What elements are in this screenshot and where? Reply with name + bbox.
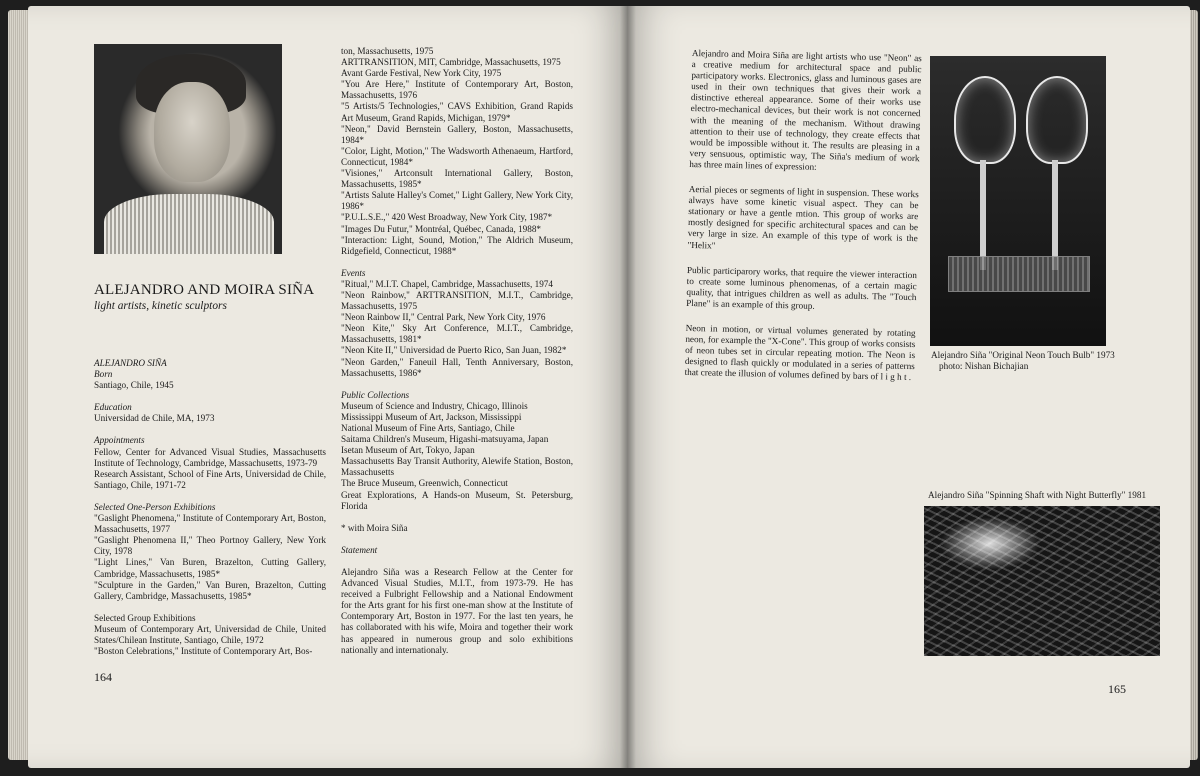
entry-line: "Neon Kite," Sky Art Conference, M.I.T., Cambridge, Massachusetts, 1981* [341,323,573,345]
statement-text [685,48,922,384]
statement-paragraph: Neon in motion, or virtual volumes generated by rotating neon, for example the "X-Cone". This group of works consists of neon tubes set in circular repeating motion. The Neon is designed to flash quickly or modulated in a series of patterns that create the illusion of volumes defined by bars of l i g h t . [684,322,916,383]
spacer [341,556,573,567]
biography-column-1 [94,358,326,657]
entry-line: Santiago, Chile, 1945 [94,380,174,391]
spacer [341,534,573,545]
entry-line: Saitama Children's Museum, Higashi-matsuyama, Japan [341,434,549,445]
entry-line: National Museum of Fine Arts, Santiago, Chile [341,423,515,433]
entry-line: "Artists Salute Halley's Comet," Light Gallery, New York City, 1986* [341,190,573,212]
entry-line: "5 Artists/5 Technologies," CAVS Exhibition, Grand Rapids Art Museum, Grand Rapids, Michigan, 1979* [341,101,573,123]
entry-line: "Boston Celebrations," Institute of Contemporary Art, Bos- [94,646,313,657]
bulb-stand-right [1052,160,1058,270]
entry-line: The Bruce Museum, Greenwich, Connecticut [341,478,508,489]
photo-caption-1 [931,350,1131,372]
statement-paragraph: Aerial pieces or segments of light in suspension. These works always have some kinetic visual aspect. They can be stationary or have a gentle mtion. This group of works are mostly designed for specific architectural spaces and can be very large in size. An example of this type of work is the "Helix" [687,183,919,251]
entry-line: "Neon Rainbow," ARTTRANSITION, M.I.T., Cambridge, Massachusetts, 1975 [341,289,573,312]
entry-line: "You Are Here," Institute of Contemporary Art, Boston, Massachusetts, 1976 [341,79,573,101]
section-heading: Statement [341,544,378,555]
entry-line: "Gaslight Phenomena II," Theo Portnoy Gallery, New York City, 1978 [94,535,326,557]
entry-line: "Sculpture in the Garden," Van Buren, Brazelton, Cutting Gallery, Cambridge, Massachusetts, 1985* [94,579,326,601]
entry-line: Fellow, Center for Advanced Visual Studies, Massachusetts Institute of Technology, Cambridge, Massachusetts, 1973-79 [94,446,326,468]
photo-caption-2: Alejandro Siña "Spinning Shaft with Night Butterfly" 1981 [928,490,1147,500]
section-heading: Appointments [94,435,145,446]
spinning-shaft-photo [924,506,1160,656]
glass-bulb-left [954,76,1016,164]
entry-line: Museum of Contemporary Art, Universidad de Chile, United States/Chilean Institute, Santiago, Chile, 1972 [94,623,326,645]
entry-line: "Neon Garden," Faneuil Hall, Tenth Anniversary, Boston, Massachusetts, 1986* [341,356,573,378]
section-heading: Born [94,369,113,380]
entry-line: Avant Garde Festival, New York City, 1975 [341,68,502,79]
spacer [341,257,573,268]
entry-line: "Visiones," Artconsult International Gallery, Boston, Massachusetts, 1985* [341,168,573,190]
entry-line: "Images Du Futur," Montréal, Québec, Canada, 1988* [341,223,542,234]
portrait-photo [94,44,282,254]
entry-line: * with Moira Siña [341,522,408,533]
right-page [628,6,1190,768]
artist-subtitle: light artists, kinetic sculptors [94,300,227,312]
portrait-face [154,82,230,182]
spacer [341,512,573,523]
entry-line: "Light Lines," Van Buren, Brazelton, Cutting Gallery, Cambridge, Massachusetts, 1985* [94,557,326,579]
left-page [28,6,628,768]
bulb-stand-left [980,160,986,270]
section-heading: Selected One-Person Exhibitions [94,501,216,512]
page-number-left: 164 [94,670,112,684]
entry-line: "Neon Kite II," Universidad de Puerto Rico, San Juan, 1982* [341,345,567,356]
circuit-base [948,256,1090,292]
entry-line: Isetan Museum of Art, Tokyo, Japan [341,445,475,456]
entry-line: Massachusetts Bay Transit Authority, Alewife Station, Boston, Massachusetts [341,456,573,478]
page-edges-left [8,10,30,760]
glass-bulb-right [1026,76,1088,164]
statement-paragraph: Alejandro and Moira Siña are light artists who use "Neon" as a creative medium for architectural space and public participatory works. Electronics, glass and luminous gases are used in their own techniques that gives their work a distinctive ethereal appearance. Some of their works use electro-mechanical devices, but their work is not concerned with the meaning of the mechanism. Without drawing attention to their use of technology, they create effects that would be impossible without it. The results are pleasing in a very sensuous, optimistic way, The Siña's medium of work has three main lines of expression: [689,48,922,172]
entry-line: Alejandro Siña was a Research Fellow at the Center for Advanced Visual Studies, M.I.T., from 1973-79. He has received a Fulbright Fellowship and a National Endowment for the Arts grant for his first one-man show at the Institute of Contemporary Art, Boston in 1977. For the last ten years, he has collaborated with his wife, Moira and together their work has appeared in numerous group and solo exhibitions nationally and internationaly. [341,566,573,655]
entry-line: "Ritual," M.I.T. Chapel, Cambridge, Massachusetts, 1974 [341,278,553,289]
portrait-shirt [104,194,274,254]
entry-line: Mississippi Museum of Art, Jackson, Mississippi [341,411,522,422]
page-number-right: 165 [1108,682,1126,696]
section-heading: ALEJANDRO SIÑA [94,358,167,368]
section-heading: Education [94,402,132,413]
spacer [94,602,326,613]
entry-line: "Interaction: Light, Sound, Motion," The Aldrich Museum, Ridgefield, Connecticut, 1988* [341,234,573,256]
biography-column-2 [341,46,573,656]
entry-line: "P.U.L.S.E.," 420 West Broadway, New York City, 1987* [341,212,553,223]
entry-line: "Neon Rainbow II," Central Park, New York City, 1976 [341,312,546,323]
entry-line: Research Assistant, School of Fine Arts, Universidad de Chile, Santiago, Chile, 1971-72 [94,468,326,490]
entry-line: ARTTRANSITION, MIT, Cambridge, Massachusetts, 1975 [341,57,561,68]
spacer [94,424,326,435]
entry-line: Universidad de Chile, MA, 1973 [94,413,215,424]
section-heading: Public Collections [341,389,410,400]
entry-line: "Neon," David Bernstein Gallery, Boston, Massachusetts, 1984* [341,123,573,145]
entry-line: Great Explorations, A Hands-on Museum, St. Petersburg, Florida [341,489,573,511]
entry-line: "Gaslight Phenomena," Institute of Contemporary Art, Boston, Massachusetts, 1977 [94,513,326,535]
entry-line: "Color, Light, Motion," The Wadsworth Athenaeum, Hartford, Connecticut, 1984* [341,145,573,167]
entry-line: Selected Group Exhibitions [94,612,196,623]
spacer [94,391,326,402]
entry-line: Museum of Science and Industry, Chicago, Illinois [341,400,528,411]
photo-caption-1-credit: photo: Nishan Bichajian [939,361,1029,371]
photo-caption-1-title: Alejandro Siña "Original Neon Touch Bulb" 1973 [931,350,1115,360]
section-heading: Events [341,267,366,278]
spacer [341,379,573,390]
neon-touch-bulb-photo [930,56,1106,346]
spacer [94,491,326,502]
entry-line: ton, Massachusetts, 1975 [341,46,434,56]
statement-paragraph: Public participarory works, that require the viewer interaction to create some luminous phenomenas, of a certain magic quality, that intrigues children as well as adults. The "Touch Plane" is an example of this group. [686,264,918,311]
artist-title: ALEJANDRO AND MOIRA SIÑA [94,282,315,298]
book-gutter [620,6,636,768]
